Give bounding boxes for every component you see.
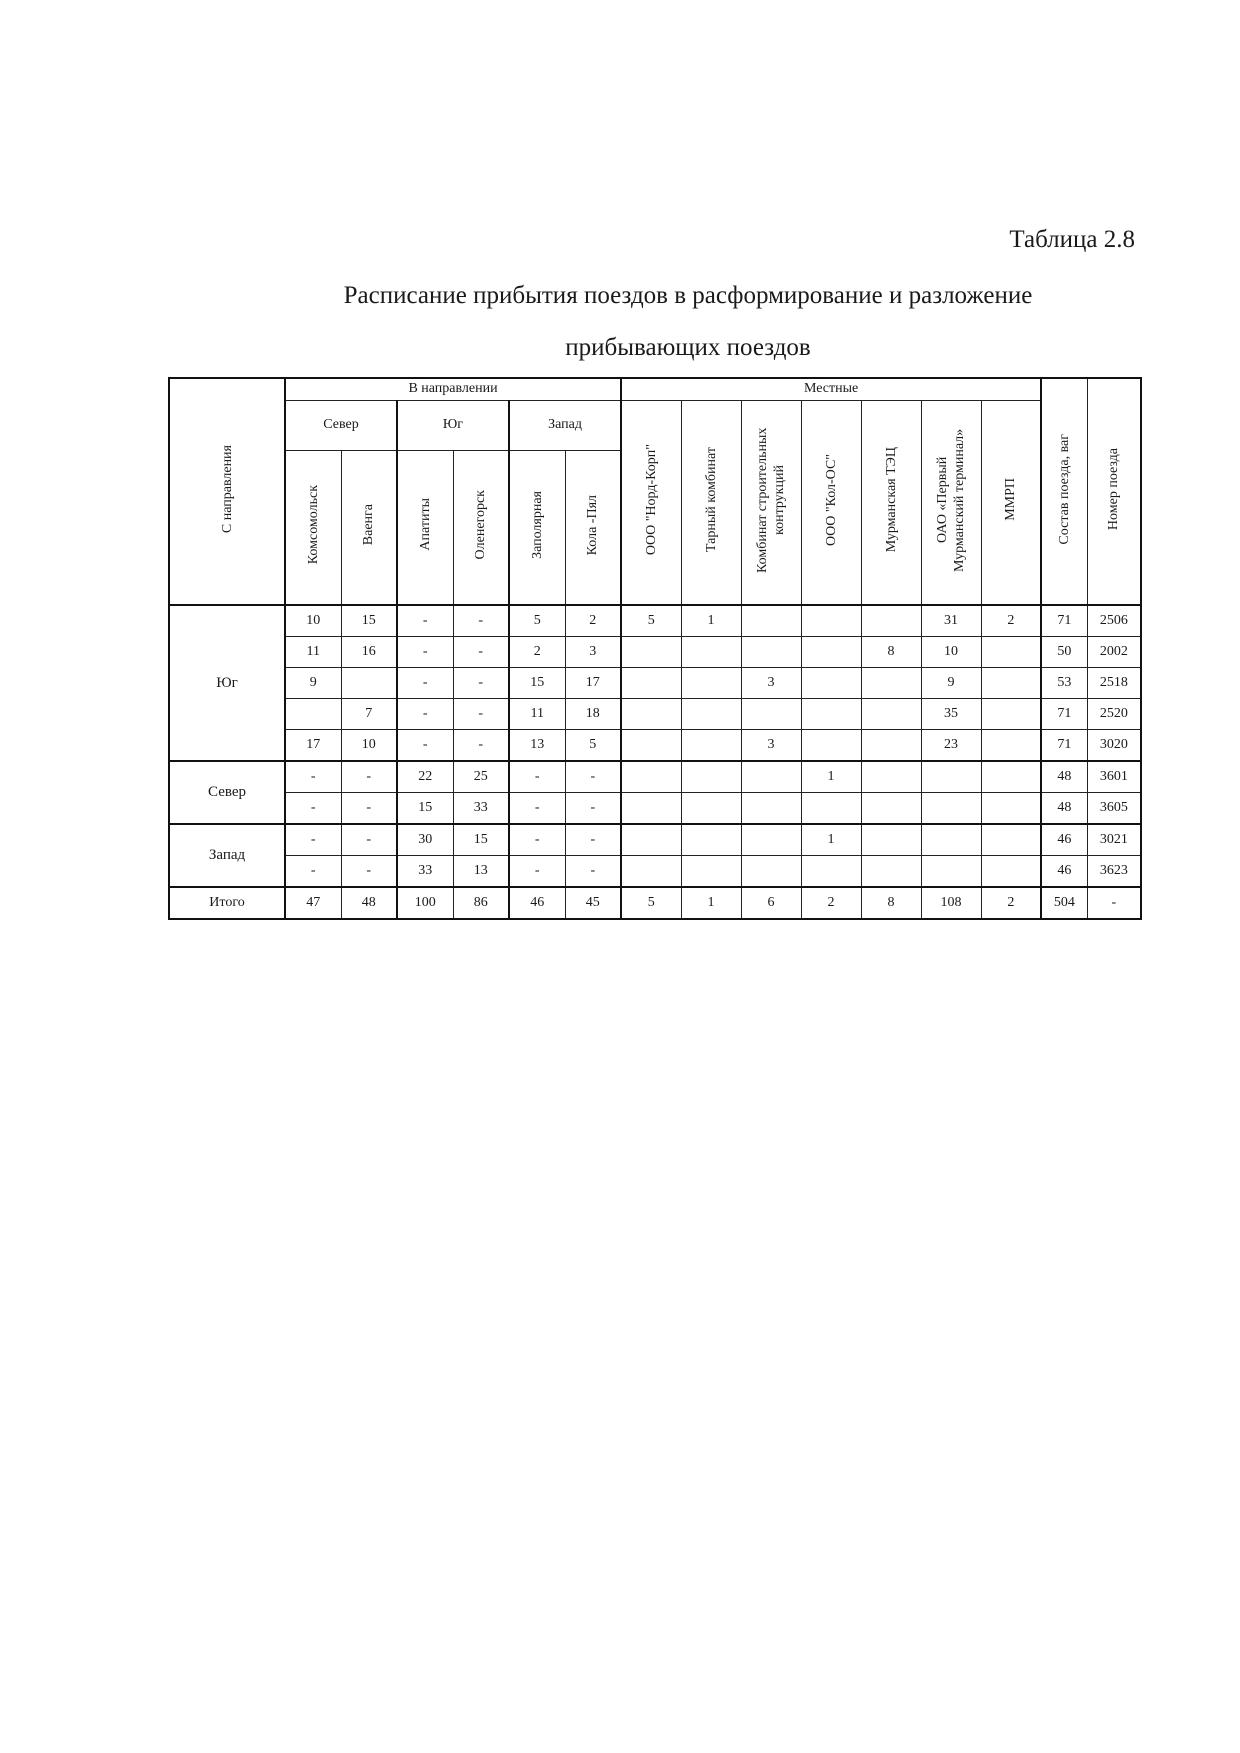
table-cell xyxy=(681,856,741,888)
table-cell: 71 xyxy=(1041,699,1087,730)
table-cell: 2002 xyxy=(1087,637,1141,668)
table-row xyxy=(169,637,1141,668)
table-cell: - xyxy=(453,605,509,637)
total-cell: 46 xyxy=(509,887,565,919)
destination-header-2: Ваенга xyxy=(341,450,397,605)
table-cell xyxy=(861,824,921,856)
total-cell: 2 xyxy=(981,887,1041,919)
table-cell: - xyxy=(285,856,341,888)
table-cell: 25 xyxy=(453,761,509,793)
group-south-header: Юг xyxy=(397,400,509,450)
table-cell: 18 xyxy=(565,699,621,730)
table-cell xyxy=(621,668,681,699)
table-number-label: Таблица 2.8 xyxy=(1009,226,1135,253)
total-cell: 8 xyxy=(861,887,921,919)
table-cell: 16 xyxy=(341,637,397,668)
in-direction-header: В направлении xyxy=(285,378,621,400)
table-cell xyxy=(981,699,1041,730)
table-cell: - xyxy=(509,761,565,793)
train-number-header: Номер поезда xyxy=(1087,378,1141,605)
table-cell xyxy=(861,730,921,762)
local-header-1: ООО "Норд-Корп" xyxy=(621,400,681,605)
table-cell: 33 xyxy=(453,793,509,825)
table-cell: - xyxy=(565,761,621,793)
total-cell: 5 xyxy=(621,887,681,919)
table-cell xyxy=(681,637,741,668)
table-cell xyxy=(861,699,921,730)
table-cell: 1 xyxy=(681,605,741,637)
document-title-line-1: Расписание прибытия поездов в расформирование и разложение xyxy=(343,282,1033,309)
table-cell: 33 xyxy=(397,856,453,888)
table-cell xyxy=(621,730,681,762)
local-header-5: Мурманская ТЭЦ xyxy=(861,400,921,605)
table-cell: - xyxy=(341,856,397,888)
table-cell xyxy=(981,668,1041,699)
table-cell: 10 xyxy=(921,637,981,668)
table-cell: 11 xyxy=(509,699,565,730)
table-cell xyxy=(921,824,981,856)
table-cell xyxy=(801,856,861,888)
table-cell: - xyxy=(397,605,453,637)
table-cell: - xyxy=(453,730,509,762)
table-cell xyxy=(801,637,861,668)
table-cell: - xyxy=(565,856,621,888)
table-cell: 3 xyxy=(565,637,621,668)
table-cell xyxy=(981,761,1041,793)
table-cell xyxy=(621,856,681,888)
table-cell: 2506 xyxy=(1087,605,1141,637)
table-body xyxy=(169,605,1141,919)
table-cell xyxy=(981,730,1041,762)
table-cell xyxy=(681,824,741,856)
group-west-header: Запад xyxy=(509,400,621,450)
table-cell: 2 xyxy=(981,605,1041,637)
table-cell xyxy=(921,761,981,793)
destination-header-1: Комсомольск xyxy=(285,450,341,605)
table-cell: 46 xyxy=(1041,824,1087,856)
total-cell: 504 xyxy=(1041,887,1087,919)
train-composition-header: Состав поезда, ваг xyxy=(1041,378,1087,605)
table-cell: - xyxy=(509,824,565,856)
table-cell: - xyxy=(565,793,621,825)
table-cell xyxy=(621,793,681,825)
destination-header-5: Заполярная xyxy=(509,450,565,605)
table-cell: 3 xyxy=(741,668,801,699)
table-cell: - xyxy=(285,824,341,856)
local-header: Местные xyxy=(621,378,1041,400)
table-cell: - xyxy=(509,793,565,825)
table-cell: 9 xyxy=(285,668,341,699)
table-cell: 10 xyxy=(341,730,397,762)
table-cell xyxy=(861,793,921,825)
table-cell: 15 xyxy=(341,605,397,637)
table-cell: 11 xyxy=(285,637,341,668)
table-cell: 46 xyxy=(1041,856,1087,888)
table-cell: 8 xyxy=(861,637,921,668)
table-cell: - xyxy=(397,730,453,762)
table-cell xyxy=(621,699,681,730)
table-cell xyxy=(341,668,397,699)
table-cell: 2 xyxy=(565,605,621,637)
table-cell: 3020 xyxy=(1087,730,1141,762)
table-cell: - xyxy=(341,761,397,793)
table-row xyxy=(169,856,1141,888)
table-cell xyxy=(285,699,341,730)
schedule-table xyxy=(168,377,1142,920)
table-cell xyxy=(801,730,861,762)
total-cell: 6 xyxy=(741,887,801,919)
table-cell: 9 xyxy=(921,668,981,699)
table-cell: 13 xyxy=(509,730,565,762)
table-cell xyxy=(861,761,921,793)
table-row xyxy=(169,605,1141,637)
total-label: Итого xyxy=(169,887,285,919)
table-cell xyxy=(741,856,801,888)
table-cell: - xyxy=(285,793,341,825)
table-cell: 7 xyxy=(341,699,397,730)
from-direction-header: С направления xyxy=(169,378,285,605)
table-cell xyxy=(621,761,681,793)
from-direction-cell: Запад xyxy=(169,824,285,887)
table-row xyxy=(169,793,1141,825)
table-cell: 30 xyxy=(397,824,453,856)
table-cell: 3623 xyxy=(1087,856,1141,888)
local-header-3: Комбинат строительных контрукций xyxy=(741,400,801,605)
table-cell xyxy=(861,856,921,888)
table-row xyxy=(169,824,1141,856)
table-cell xyxy=(681,761,741,793)
table-cell: 3021 xyxy=(1087,824,1141,856)
total-cell: 100 xyxy=(397,887,453,919)
table-cell: 5 xyxy=(509,605,565,637)
table-cell: - xyxy=(565,824,621,856)
table-cell xyxy=(861,668,921,699)
table-cell: 3 xyxy=(741,730,801,762)
table-cell: 48 xyxy=(1041,761,1087,793)
destination-header-4: Оленегорск xyxy=(453,450,509,605)
table-cell xyxy=(921,856,981,888)
total-cell: 1 xyxy=(681,887,741,919)
table-cell: 10 xyxy=(285,605,341,637)
table-cell: 50 xyxy=(1041,637,1087,668)
table-cell: 5 xyxy=(565,730,621,762)
table-cell xyxy=(741,793,801,825)
table-cell: 13 xyxy=(453,856,509,888)
table-cell: - xyxy=(341,793,397,825)
from-direction-cell: Юг xyxy=(169,605,285,761)
from-direction-cell: Север xyxy=(169,761,285,824)
table-cell: - xyxy=(453,668,509,699)
table-cell: 2520 xyxy=(1087,699,1141,730)
table-cell xyxy=(861,605,921,637)
table-cell xyxy=(741,637,801,668)
total-cell: 45 xyxy=(565,887,621,919)
group-north-header: Север xyxy=(285,400,397,450)
table-cell xyxy=(981,637,1041,668)
table-cell: 1 xyxy=(801,761,861,793)
table-cell: - xyxy=(397,637,453,668)
table-cell: 3605 xyxy=(1087,793,1141,825)
local-header-2: Тарный комбинат xyxy=(681,400,741,605)
table-cell xyxy=(981,793,1041,825)
table-cell xyxy=(681,793,741,825)
table-cell xyxy=(621,637,681,668)
total-row xyxy=(169,887,1141,919)
local-header-7: ММРП xyxy=(981,400,1041,605)
table-cell: 48 xyxy=(1041,793,1087,825)
table-cell xyxy=(981,824,1041,856)
table-cell xyxy=(681,699,741,730)
table-cell xyxy=(741,605,801,637)
table-cell: - xyxy=(453,637,509,668)
destination-header-6: Кола -Пял xyxy=(565,450,621,605)
local-header-4: ООО "Кол-ОС" xyxy=(801,400,861,605)
table-cell xyxy=(801,699,861,730)
table-cell: 17 xyxy=(285,730,341,762)
table-row xyxy=(169,668,1141,699)
table-cell: 15 xyxy=(453,824,509,856)
table-row xyxy=(169,699,1141,730)
local-header-6: ОАО «Первый Мурманский терминал» xyxy=(921,400,981,605)
table-cell: 17 xyxy=(565,668,621,699)
total-cell: 47 xyxy=(285,887,341,919)
table-row xyxy=(169,761,1141,793)
table-cell: 71 xyxy=(1041,730,1087,762)
table-cell: 71 xyxy=(1041,605,1087,637)
table-row xyxy=(169,730,1141,762)
table-cell: - xyxy=(509,856,565,888)
table-cell: 31 xyxy=(921,605,981,637)
table-cell: - xyxy=(397,668,453,699)
table-cell: - xyxy=(341,824,397,856)
table-cell xyxy=(621,824,681,856)
table-cell xyxy=(801,668,861,699)
table-cell: 2518 xyxy=(1087,668,1141,699)
table-cell: 1 xyxy=(801,824,861,856)
table-cell xyxy=(921,793,981,825)
table-cell: 23 xyxy=(921,730,981,762)
total-cell: 2 xyxy=(801,887,861,919)
total-cell: - xyxy=(1087,887,1141,919)
table-cell: - xyxy=(453,699,509,730)
destination-header-3: Апатиты xyxy=(397,450,453,605)
total-cell: 48 xyxy=(341,887,397,919)
table-cell: 15 xyxy=(509,668,565,699)
table-cell: 3601 xyxy=(1087,761,1141,793)
table-cell: 53 xyxy=(1041,668,1087,699)
total-cell: 108 xyxy=(921,887,981,919)
table-cell: 22 xyxy=(397,761,453,793)
table-cell xyxy=(681,668,741,699)
total-cell: 86 xyxy=(453,887,509,919)
table-cell: 15 xyxy=(397,793,453,825)
table-cell: - xyxy=(397,699,453,730)
table-cell xyxy=(741,824,801,856)
table-cell xyxy=(801,605,861,637)
table-cell: 35 xyxy=(921,699,981,730)
table-cell xyxy=(741,699,801,730)
table-cell xyxy=(981,856,1041,888)
document-title-line-2: прибывающих поездов xyxy=(565,334,811,361)
table-cell: - xyxy=(285,761,341,793)
table-cell xyxy=(801,793,861,825)
table-cell: 5 xyxy=(621,605,681,637)
table-cell xyxy=(681,730,741,762)
table-cell: 2 xyxy=(509,637,565,668)
table-cell xyxy=(741,761,801,793)
